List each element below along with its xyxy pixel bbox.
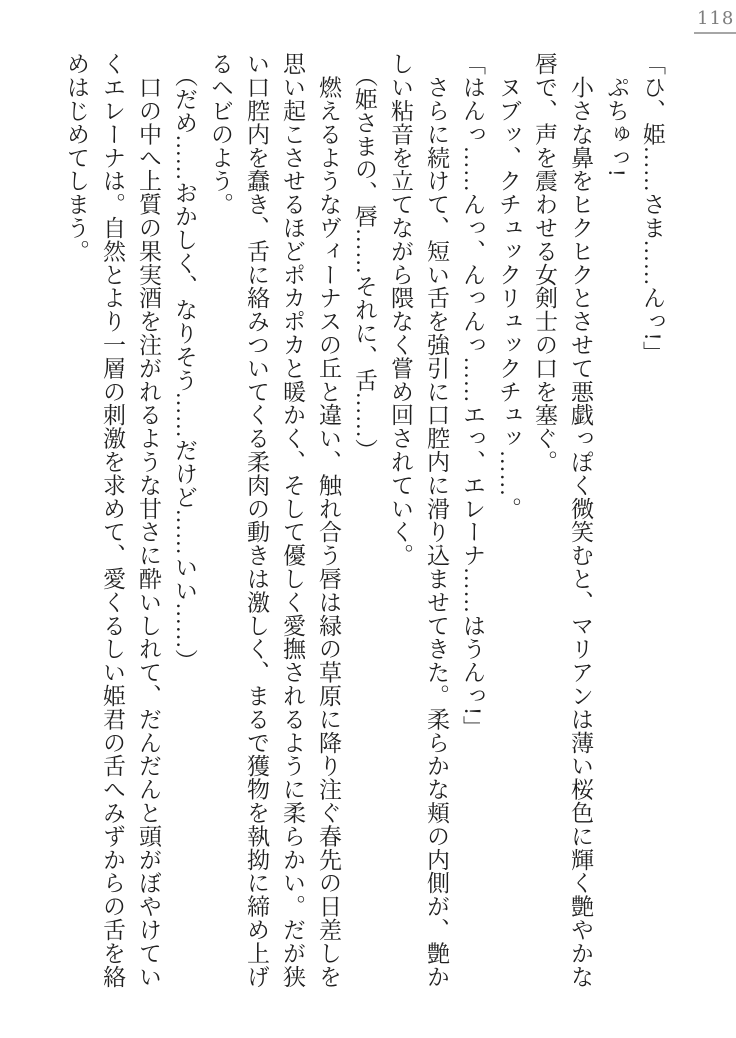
page-number — [694, 9, 736, 34]
text-block — [58, 52, 670, 992]
text-line: 燃えるようなヴィーナスの丘と違い、触れ合う唇は緑の草原に降り注ぐ春先の日差しを — [316, 52, 341, 988]
text-line: めはじめてしまう。 — [64, 52, 89, 263]
text-line: しい粘音を立てながら隈なく嘗め回されていく。 — [388, 52, 413, 567]
text-line: 口の中へ上質の果実酒を注がれるような甘さに酔いしれて、だんだんと頭がぼやけてい — [136, 52, 161, 988]
text-line: 「はんっ……んっ、んっんっ……エっ、エレーナ……はうんっ!」 — [460, 52, 485, 739]
text-line: 唇で、声を震わせる女剣士の口を塞ぐ。 — [532, 52, 557, 474]
text-line: ヌブッ、クチュックリュックチュッ……。 — [496, 52, 521, 520]
text-line: さらに続けて、短い舌を強引に口腔内に滑り込ませてきた。柔らかな頬の内側が、艶か — [424, 52, 449, 988]
text-line: （姫さまの、唇……それに、舌……） — [352, 52, 377, 462]
text-line: 「ひ、姫……さま……んっ!」 — [640, 52, 665, 365]
text-line: ぷちゅっ! — [604, 52, 629, 178]
text-line: い口腔内を蠢き、舌に絡みついてくる柔肉の動きは激しく、まるで獲物を執拗に締め上げ — [244, 52, 269, 988]
text-line: （だめ……おかしく、なりそう……だけど……いい……） — [172, 52, 197, 673]
text-line: 小さな鼻をヒクヒクとさせて悪戯っぽく微笑むと、マリアンは薄い桜色に輝く艶やかな — [568, 52, 593, 988]
page-number-text: 118 — [697, 8, 735, 29]
text-line: 思い起こさせるほどポカポカと暖かく、そして優しく愛撫されるように柔らかい。だが狭 — [280, 52, 305, 988]
text-line: るヘビのよう。 — [208, 52, 233, 216]
text-line: くエレーナは。自然とより一層の刺激を求めて、愛くるしい姫君の舌へみずからの舌を絡 — [100, 52, 125, 988]
